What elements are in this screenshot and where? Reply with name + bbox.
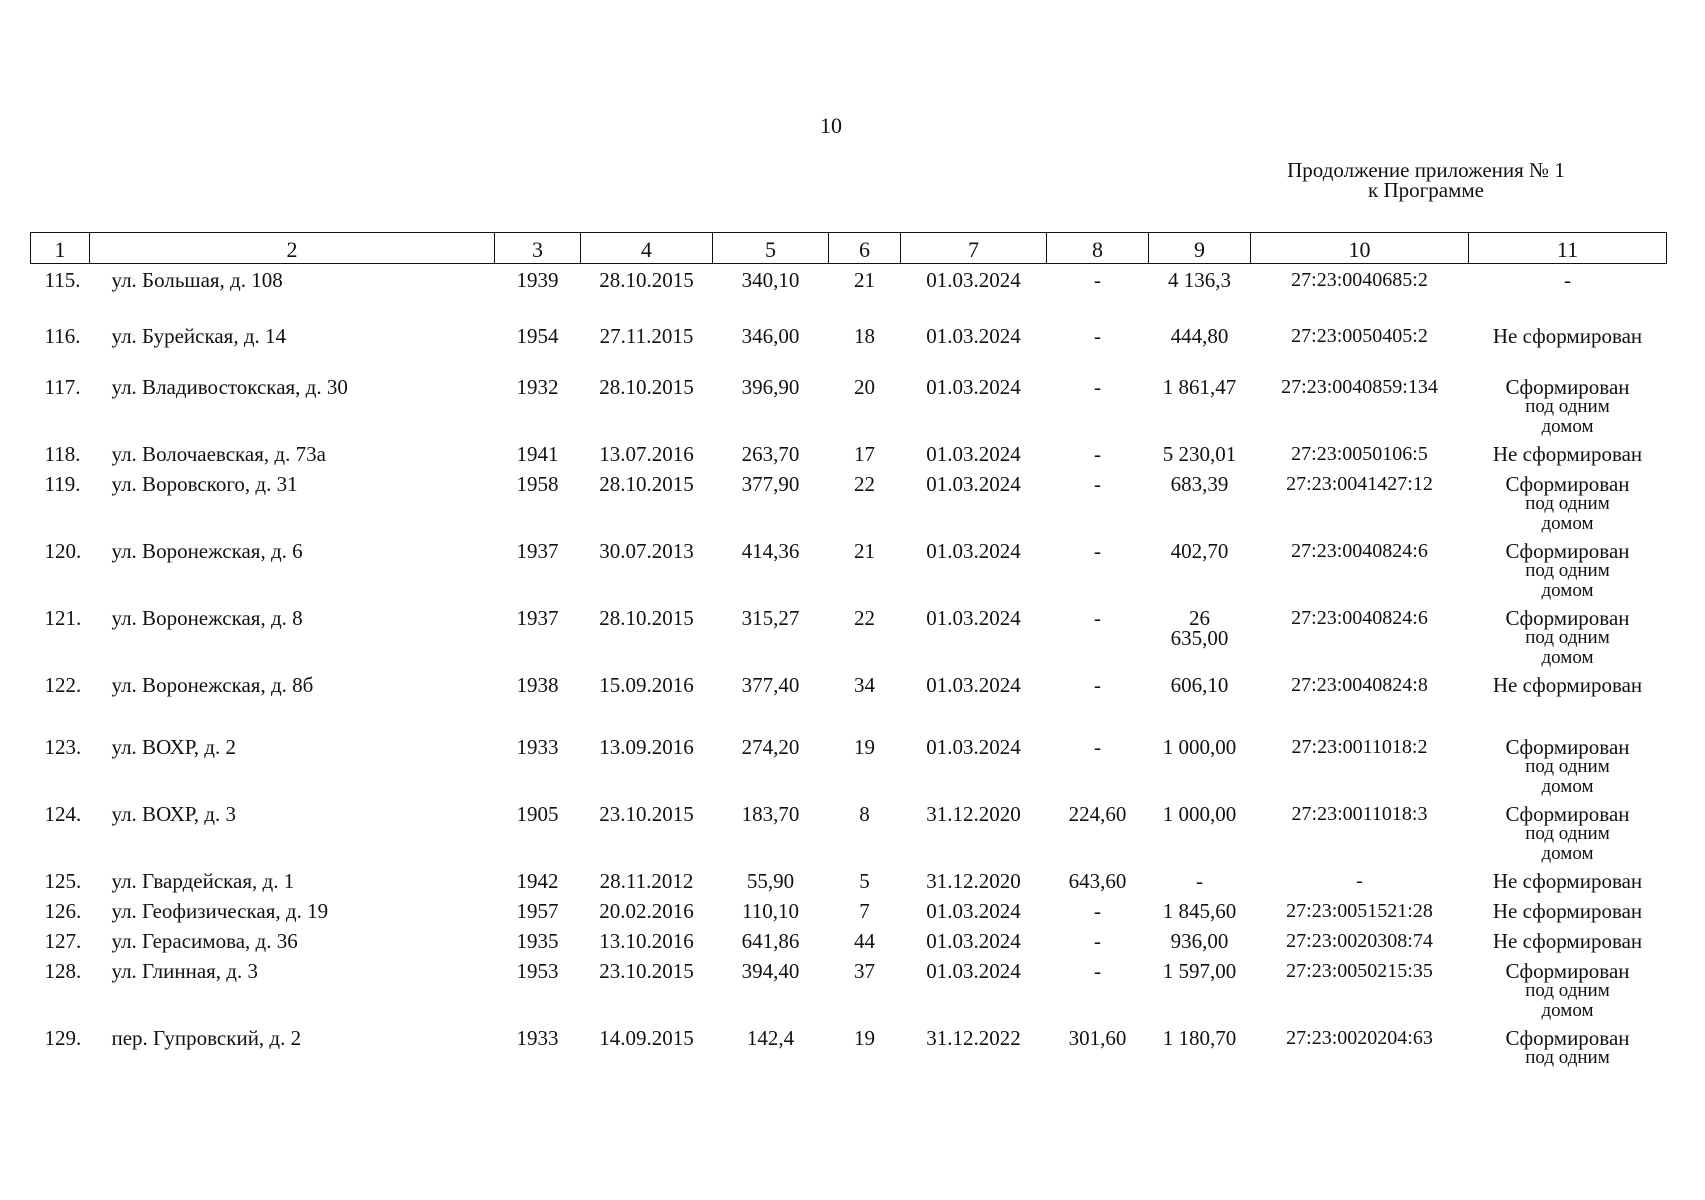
land-status-cell-line: под одним — [1525, 822, 1610, 844]
land-status-cell — [1469, 535, 1667, 602]
area-cell: 414,36 — [741, 538, 800, 563]
deadline-cell: 01.03.2024 — [926, 323, 1021, 348]
deadline-cell: 01.03.2024 — [926, 605, 1021, 630]
column-8-cell: - — [1094, 958, 1101, 983]
table-row — [31, 371, 1667, 438]
table-row — [31, 468, 1667, 535]
land-status-cell-line: домом — [1541, 999, 1594, 1021]
land-status-cell — [1469, 895, 1667, 925]
year-cell: 1939 — [516, 268, 559, 292]
land-area-cell — [1149, 895, 1251, 925]
date-cell: 15.09.2016 — [599, 672, 694, 697]
row-number: 126. — [44, 898, 82, 923]
row-number: 116. — [44, 323, 81, 348]
date-cell: 28.10.2015 — [599, 268, 694, 292]
date-cell: 13.07.2016 — [599, 441, 694, 466]
land-status-cell-line: домом — [1541, 775, 1594, 797]
area-cell: 315,27 — [741, 605, 800, 630]
land-area-cell — [1149, 865, 1251, 895]
address-cell: ул. Бурейская, д. 14 — [111, 323, 287, 348]
page-number: 10 — [820, 113, 842, 138]
table-row — [31, 438, 1667, 468]
date-cell: 13.10.2016 — [599, 928, 694, 953]
row-number: 117. — [44, 374, 81, 399]
column-header-2: 2 — [90, 233, 495, 264]
date-cell: 14.09.2015 — [599, 1025, 694, 1050]
land-area-cell — [1149, 438, 1251, 468]
column-8-cell: - — [1094, 672, 1101, 697]
cadastral-number-cell: 27:23:0020308:74 — [1286, 929, 1433, 952]
land-status-cell-line: Сформирован — [1505, 801, 1630, 826]
column-8-cell: - — [1094, 538, 1101, 563]
row-number: 125. — [44, 868, 82, 893]
year-cell: 1942 — [516, 868, 559, 893]
year-cell: 1933 — [516, 734, 559, 759]
date-cell: 23.10.2015 — [599, 958, 694, 983]
address-cell: ул. Геофизическая, д. 19 — [111, 898, 329, 923]
deadline-cell: 01.03.2024 — [926, 958, 1021, 983]
table-row — [31, 798, 1667, 865]
deadline-cell: 01.03.2024 — [926, 441, 1021, 466]
land-status-cell-line: Сформирован — [1505, 538, 1630, 563]
land-status-cell — [1469, 865, 1667, 895]
houses-table — [30, 232, 1667, 1068]
land-status-cell — [1469, 371, 1667, 438]
land-area-cell-line: 444,80 — [1170, 323, 1229, 348]
date-cell: 23.10.2015 — [599, 801, 694, 826]
address-cell: ул. ВОХР, д. 3 — [111, 801, 236, 826]
land-status-cell-line: под одним — [1525, 755, 1610, 777]
land-area-cell — [1149, 535, 1251, 602]
land-status-cell-line: Не сформирован — [1492, 323, 1643, 348]
deadline-cell: 01.03.2024 — [926, 672, 1021, 697]
table-body — [31, 264, 1667, 1068]
residents-cell: 44 — [854, 928, 875, 953]
deadline-cell: 31.12.2022 — [926, 1025, 1021, 1050]
row-number: 127. — [44, 928, 82, 953]
residents-cell: 7 — [859, 898, 870, 923]
column-header-7: 7 — [901, 233, 1047, 264]
column-header-4: 4 — [581, 233, 713, 264]
address-cell: ул. Воронежская, д. 6 — [111, 538, 303, 563]
area-cell: 142,4 — [746, 1025, 795, 1050]
land-status-cell — [1469, 468, 1667, 535]
land-area-cell-line: 1 861,47 — [1162, 374, 1237, 399]
land-status-cell — [1469, 320, 1667, 371]
area-cell: 263,70 — [741, 441, 800, 466]
cadastral-number-cell: 27:23:0011018:2 — [1291, 735, 1428, 758]
address-cell: ул. Воровского, д. 31 — [111, 471, 298, 496]
column-header-3: 3 — [495, 233, 581, 264]
area-cell: 377,40 — [741, 672, 800, 697]
area-cell: 394,40 — [741, 958, 800, 983]
year-cell: 1905 — [516, 801, 559, 826]
cadastral-number-cell: - — [1356, 869, 1363, 892]
cadastral-number-cell: 27:23:0011018:3 — [1291, 802, 1428, 825]
column-header-8: 8 — [1047, 233, 1149, 264]
deadline-cell: 31.12.2020 — [926, 801, 1021, 826]
deadline-cell: 01.03.2024 — [926, 471, 1021, 496]
residents-cell: 19 — [854, 1025, 875, 1050]
column-8-cell: 643,60 — [1068, 868, 1127, 893]
land-area-cell-line: 936,00 — [1170, 928, 1229, 953]
land-status-cell — [1469, 1022, 1667, 1068]
land-status-cell-line: Сформирован — [1505, 374, 1630, 399]
column-header-10: 10 — [1251, 233, 1469, 264]
year-cell: 1938 — [516, 672, 559, 697]
column-header-6: 6 — [829, 233, 901, 264]
year-cell: 1932 — [516, 374, 559, 399]
column-header-1: 1 — [31, 233, 90, 264]
year-cell: 1937 — [516, 538, 559, 563]
appendix-caption — [1246, 160, 1606, 200]
header-row — [31, 233, 1667, 264]
column-8-cell: - — [1094, 323, 1101, 348]
deadline-cell: 31.12.2020 — [926, 868, 1021, 893]
row-number: 123. — [44, 734, 82, 759]
cadastral-number-cell: 27:23:0050106:5 — [1291, 442, 1428, 465]
area-cell: 55,90 — [746, 868, 795, 893]
column-8-cell: 301,60 — [1068, 1025, 1127, 1050]
land-status-cell — [1469, 731, 1667, 798]
land-status-cell-line: под одним — [1525, 395, 1610, 417]
address-cell: ул. Глинная, д. 3 — [111, 958, 258, 983]
deadline-cell: 01.03.2024 — [926, 538, 1021, 563]
appendix-caption-line-1: Продолжение приложения № 1 — [1287, 158, 1565, 182]
land-status-cell — [1469, 798, 1667, 865]
land-area-cell-line: 5 230,01 — [1162, 441, 1237, 466]
table-row — [31, 1022, 1667, 1068]
address-cell: ул. Большая, д. 108 — [111, 268, 283, 292]
table-row — [31, 669, 1667, 731]
row-number: 122. — [44, 672, 82, 697]
cadastral-number-cell: 27:23:0040685:2 — [1291, 269, 1428, 291]
residents-cell: 5 — [859, 868, 870, 893]
year-cell: 1957 — [516, 898, 559, 923]
land-status-cell-line: Сформирован — [1505, 734, 1630, 759]
land-area-cell-line: 1 180,70 — [1162, 1025, 1237, 1050]
table-row — [31, 895, 1667, 925]
land-area-cell-line: 402,70 — [1170, 538, 1229, 563]
address-cell: ул. Воронежская, д. 8 — [111, 605, 303, 630]
column-header-11: 11 — [1469, 233, 1667, 264]
land-status-cell-line: Не сформирован — [1492, 868, 1643, 893]
residents-cell: 20 — [854, 374, 875, 399]
date-cell: 30.07.2013 — [599, 538, 694, 563]
land-area-cell-line: 683,39 — [1170, 471, 1229, 496]
table-row — [31, 320, 1667, 371]
column-8-cell: - — [1094, 268, 1101, 292]
address-cell: ул. Герасимова, д. 36 — [111, 928, 298, 953]
land-area-cell — [1149, 468, 1251, 535]
land-area-cell — [1149, 798, 1251, 865]
address-cell: ул. Гвардейская, д. 1 — [111, 868, 295, 893]
date-cell: 28.10.2015 — [599, 471, 694, 496]
residents-cell: 37 — [854, 958, 875, 983]
land-status-cell-line: под одним — [1525, 1046, 1610, 1068]
residents-cell: 21 — [854, 538, 875, 563]
land-status-cell-line: Сформирован — [1505, 471, 1630, 496]
table-row — [31, 731, 1667, 798]
column-8-cell: - — [1094, 928, 1101, 953]
land-area-cell-line: - — [1196, 868, 1203, 893]
land-status-cell — [1469, 669, 1667, 731]
land-status-cell-line: домом — [1541, 842, 1594, 864]
appendix-caption-line-2: к Программе — [1368, 178, 1484, 202]
land-status-cell-line: Не сформирован — [1492, 441, 1643, 466]
date-cell: 20.02.2016 — [599, 898, 694, 923]
land-area-cell-line: 1 845,60 — [1162, 898, 1237, 923]
year-cell: 1935 — [516, 928, 559, 953]
area-cell: 340,10 — [741, 268, 800, 292]
land-status-cell-line: под одним — [1525, 979, 1610, 1001]
row-number: 118. — [44, 441, 81, 466]
land-area-cell — [1149, 371, 1251, 438]
land-area-cell-line: 1 000,00 — [1162, 734, 1237, 759]
column-8-cell: - — [1094, 898, 1101, 923]
land-status-cell — [1469, 264, 1667, 320]
land-area-cell-line: 606,10 — [1170, 672, 1229, 697]
column-8-cell: - — [1094, 734, 1101, 759]
year-cell: 1958 — [516, 471, 559, 496]
land-status-cell-line: Не сформирован — [1492, 928, 1643, 953]
column-8-cell: - — [1094, 441, 1101, 466]
date-cell: 27.11.2015 — [599, 323, 694, 348]
land-area-cell — [1149, 731, 1251, 798]
address-cell: ул. Волочаевская, д. 73а — [111, 441, 326, 466]
land-area-cell — [1149, 264, 1251, 320]
deadline-cell: 01.03.2024 — [926, 268, 1021, 292]
column-header-9: 9 — [1149, 233, 1251, 264]
address-cell: ул. Владивостокская, д. 30 — [111, 374, 348, 399]
residents-cell: 34 — [854, 672, 875, 697]
column-8-cell: - — [1094, 471, 1101, 496]
table-row — [31, 925, 1667, 955]
cadastral-number-cell: 27:23:0050215:35 — [1286, 959, 1433, 982]
residents-cell: 19 — [854, 734, 875, 759]
date-cell: 28.10.2015 — [599, 374, 694, 399]
cadastral-number-cell: 27:23:0040824:6 — [1291, 606, 1428, 629]
land-status-cell — [1469, 955, 1667, 1022]
deadline-cell: 01.03.2024 — [926, 898, 1021, 923]
area-cell: 183,70 — [741, 801, 800, 826]
cadastral-number-cell: 27:23:0041427:12 — [1286, 472, 1433, 495]
deadline-cell: 01.03.2024 — [926, 374, 1021, 399]
land-area-cell — [1149, 669, 1251, 731]
table-row — [31, 602, 1667, 669]
land-area-cell — [1149, 925, 1251, 955]
residents-cell: 8 — [859, 801, 870, 826]
land-area-cell-line: 4 136,3 — [1168, 268, 1231, 292]
address-cell: ул. Воронежская, д. 8б — [111, 672, 314, 697]
year-cell: 1953 — [516, 958, 559, 983]
residents-cell: 18 — [854, 323, 875, 348]
land-status-cell-line: Сформирован — [1505, 958, 1630, 983]
column-8-cell: 224,60 — [1068, 801, 1127, 826]
residents-cell: 22 — [854, 471, 875, 496]
land-status-cell-line: Сформирован — [1505, 605, 1630, 630]
land-area-cell — [1149, 602, 1251, 669]
year-cell: 1954 — [516, 323, 559, 348]
residents-cell: 21 — [854, 268, 875, 292]
land-status-cell-line: Не сформирован — [1492, 898, 1643, 923]
row-number: 129. — [44, 1025, 82, 1050]
land-status-cell-line: Сформирован — [1505, 1025, 1630, 1050]
residents-cell: 22 — [854, 605, 875, 630]
address-cell: пер. Гупровский, д. 2 — [111, 1025, 302, 1050]
table-row — [31, 865, 1667, 895]
land-area-cell-line: 1 000,00 — [1162, 801, 1237, 826]
residents-cell: 17 — [854, 441, 875, 466]
row-number: 124. — [44, 801, 82, 826]
column-header-5: 5 — [713, 233, 829, 264]
row-number: 121. — [44, 605, 82, 630]
year-cell: 1937 — [516, 605, 559, 630]
land-status-cell-line: Не сформирован — [1492, 672, 1643, 697]
date-cell: 28.11.2012 — [599, 868, 694, 893]
land-area-cell-line: 26 — [1189, 605, 1210, 630]
row-number: 120. — [44, 538, 82, 563]
date-cell: 13.09.2016 — [599, 734, 694, 759]
cadastral-number-cell: 27:23:0050405:2 — [1291, 324, 1428, 347]
land-area-cell-line: 1 597,00 — [1162, 958, 1237, 983]
cadastral-number-cell: 27:23:0040824:6 — [1291, 539, 1428, 562]
area-cell: 346,00 — [741, 323, 800, 348]
land-status-cell-line: под одним — [1525, 626, 1610, 648]
year-cell: 1933 — [516, 1025, 559, 1050]
land-status-cell-line: домом — [1541, 512, 1594, 534]
land-area-cell-line: 635,00 — [1170, 625, 1229, 650]
land-area-cell — [1149, 320, 1251, 371]
row-number: 115. — [44, 268, 81, 292]
date-cell: 28.10.2015 — [599, 605, 694, 630]
deadline-cell: 01.03.2024 — [926, 734, 1021, 759]
column-8-cell: - — [1094, 605, 1101, 630]
land-status-cell-line: домом — [1541, 579, 1594, 601]
year-cell: 1941 — [516, 441, 559, 466]
land-status-cell-line: домом — [1541, 646, 1594, 668]
area-cell: 377,90 — [741, 471, 800, 496]
table-row — [31, 264, 1667, 320]
land-status-cell-line: - — [1564, 268, 1571, 292]
land-status-cell-line: под одним — [1525, 492, 1610, 514]
land-area-cell — [1149, 955, 1251, 1022]
table-header — [31, 233, 1667, 264]
row-number: 119. — [44, 471, 81, 496]
area-cell: 396,90 — [741, 374, 800, 399]
table-row — [31, 955, 1667, 1022]
cadastral-number-cell: 27:23:0040824:8 — [1291, 673, 1428, 696]
cadastral-number-cell: 27:23:0020204:63 — [1286, 1026, 1433, 1049]
land-status-cell — [1469, 925, 1667, 955]
land-status-cell-line: под одним — [1525, 559, 1610, 581]
address-cell: ул. ВОХР, д. 2 — [111, 734, 236, 759]
column-8-cell: - — [1094, 374, 1101, 399]
land-status-cell-line: домом — [1541, 415, 1594, 437]
land-area-cell — [1149, 1022, 1251, 1068]
area-cell: 274,20 — [741, 734, 800, 759]
land-status-cell — [1469, 602, 1667, 669]
table-row — [31, 535, 1667, 602]
deadline-cell: 01.03.2024 — [926, 928, 1021, 953]
area-cell: 110,10 — [742, 898, 799, 923]
cadastral-number-cell: 27:23:0051521:28 — [1286, 899, 1433, 922]
land-status-cell — [1469, 438, 1667, 468]
row-number: 128. — [44, 958, 82, 983]
cadastral-number-cell: 27:23:0040859:134 — [1281, 375, 1438, 398]
area-cell: 641,86 — [741, 928, 800, 953]
